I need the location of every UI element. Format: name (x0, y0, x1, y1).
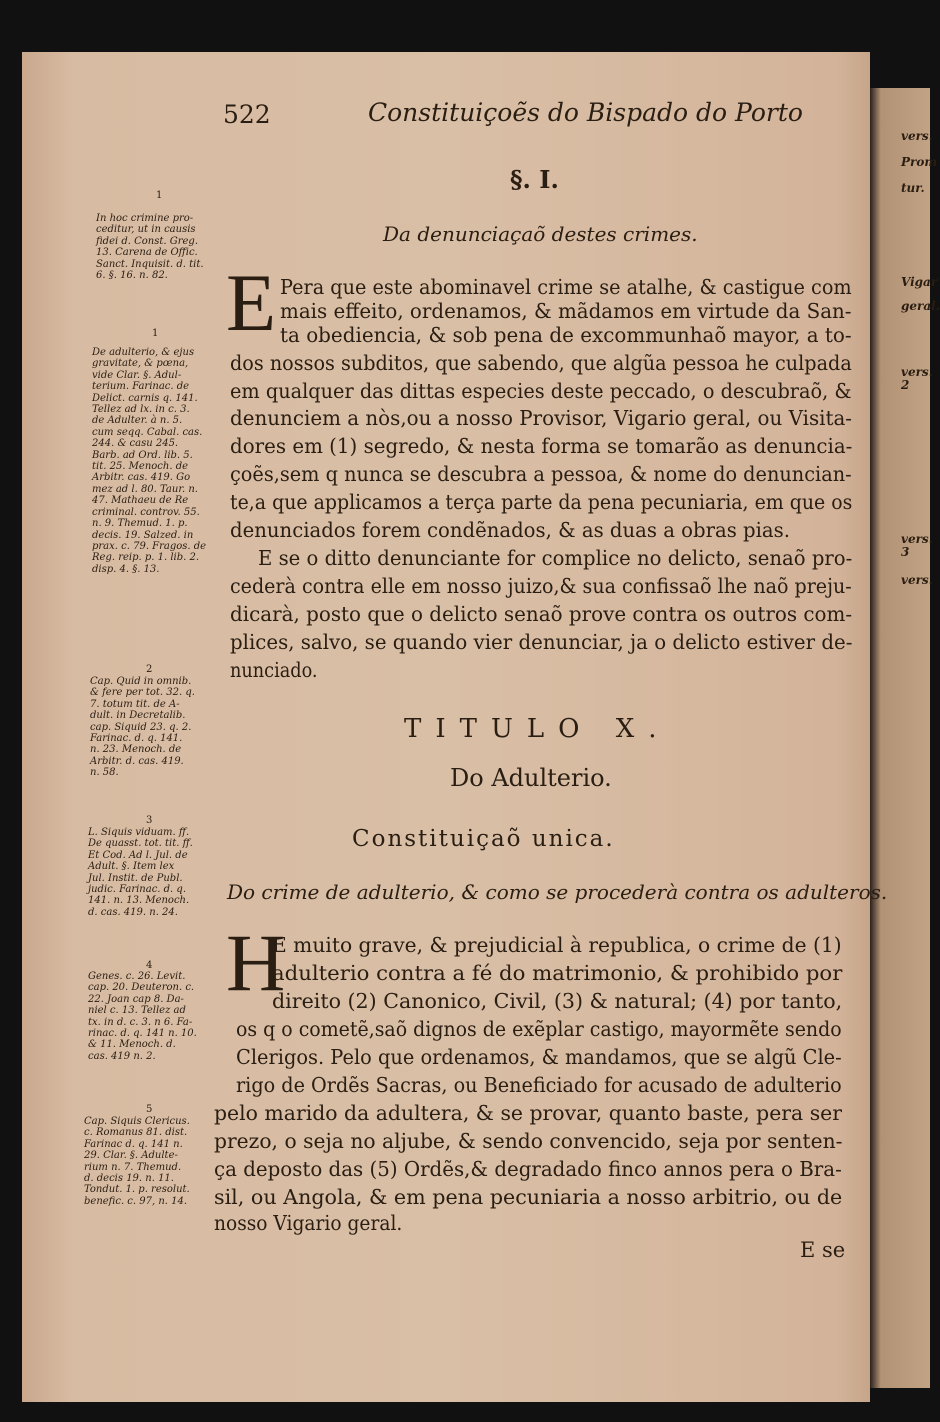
text-line: mais effeito, ordenamos, & mãdamos em virtude da San- (280, 299, 852, 323)
margin-note-number: 5 (146, 1104, 153, 1115)
right-fragment: Vigar (901, 275, 938, 289)
right-fragment: vers. (901, 129, 933, 143)
right-fragment: vers. (901, 573, 933, 587)
margin-note: Genes. c. 26. Levit. cap. 20. Deuteron. c. 22. Joan cap 8. Da- niel c. 13. Tellez ad tx. in d. c. 3. n 6. Fa- rinac. d. q. 141 n. 10. & 11. Menoch. d. cas. 419 n. 2. (88, 971, 197, 1062)
right-fragment: geral. (901, 299, 940, 313)
adjacent-page-edge (870, 88, 940, 1388)
page-number: 522 (223, 100, 271, 129)
margin-note-number: 3 (146, 815, 153, 826)
text-line: ta obediencia, & sob pena de excommunhaõ mayor, a to- (280, 323, 852, 347)
text-line: direito (2) Canonico, Civil, (3) & natural; (4) por tanto, (272, 989, 843, 1013)
text-line: E se o ditto denunciante for complice no delicto, senaõ pro- (258, 546, 853, 570)
text-line: denunciem a nòs,ou a nosso Provisor, Vigario geral, ou Visita- (230, 406, 853, 430)
margin-note: Cap. Quid in omnib. & fere per tot. 32. q. 7. totum tit. de A- dult. in Decretalib. cap. Siquid 23. q. 2. Farinac. d. q. 141. n. 23. Menoch. de Arbitr. d. cas. 419. n. 58. (90, 676, 195, 779)
text-line: rigo de Ordẽs Sacras, ou Beneficiado for acusado de adulterio (236, 1073, 842, 1097)
margin-note: De adulterio, & ejus gravitate, & pœna, vide Clar. §. Adul- terium. Farinac. de Delict. carnis q. 141. Tellez ad lx. in c. 3. de Adulter. à n. 5. cum seqq. Cabal. cas. 244. & casu 245. Barb. ad Ord. lib. 5. tit. 25. Menoch. de Arbitr. cas. 419. Go mez ad l. 80. Taur. n. 47. Mathaeu de Re criminal. controv. 55. n. 9. Themud. 1. p. decis. 19. Salzed. in prax. c. 79. Fragos. de Reg. reip. p. 1. lib. 2. disp. 4. §. 13. (92, 347, 207, 575)
text-line: plices, salvo, se quando vier denunciar, ja o delicto estiver de- (230, 630, 853, 654)
margin-note: In hoc crimine pro- ceditur, ut in causis fidei d. Const. Greg. 13. Carena de Offic. Sanct. Inquisit. d. tit. 6. §. 16. n. 82. (96, 213, 204, 282)
text-line: nunciado. (230, 658, 318, 682)
right-fragment: vers. 3 (901, 532, 933, 559)
catchword: E se (800, 1238, 846, 1262)
text-line: te,a que applicamos a terça parte da pena pecuniaria, em que os (230, 490, 853, 514)
text-line: çoẽs,sem q nunca se descubra a pessoa, & nome do denuncian- (230, 462, 852, 486)
margin-note-number: 2 (146, 664, 153, 675)
text-line: denunciados forem condẽnados, & as duas a obras pias. (230, 518, 790, 542)
text-line: dicarà, posto que o delicto senaõ prove contra os outros com- (230, 602, 853, 626)
margin-note: L. Siquis viduam. ff. De quasst. tot. tit. ff. Et Cod. Ad l. Jul. de Adult. §. Item lex Jul. Instit. de Publ. judic. Farinac. d. q. 141. n. 13. Menoch. d. cas. 419. n. 24. (88, 827, 193, 918)
margin-note-number: 1 (152, 328, 159, 339)
text-line: prezo, o seja no aljube, & sendo convencido, seja por senten- (214, 1129, 843, 1153)
margin-note-number: 4 (146, 960, 153, 971)
text-line: dores em (1) segredo, & nesta forma se tomarão as denuncia- (230, 434, 853, 458)
text-line: os q o cometẽ,saõ dignos de exẽplar castigo, mayormẽte sendo (236, 1017, 842, 1041)
title-subheading: Do Adulterio. (450, 764, 612, 792)
margin-note-number: 1 (156, 190, 163, 201)
section-mark: §. I. (510, 165, 559, 194)
text-line: adulterio contra a fé do matrimonio, & prohibido por (272, 961, 843, 985)
text-line: cederà contra elle em nosso juizo,& sua confissaõ lhe naõ preju- (230, 574, 852, 598)
right-fragment: tur. (901, 181, 925, 195)
text-line: pelo marido da adultera, & se provar, quanto baste, pera ser (214, 1101, 842, 1125)
right-fragment: vers. 2 (901, 365, 933, 392)
title-heading: TITULO X. (404, 714, 671, 744)
text-line: Clerigos. Pelo que ordenamos, & mandamos, que se algũ Cle- (236, 1045, 842, 1069)
right-fragment: Prom (901, 155, 938, 169)
running-title: Constituiçoẽs do Bispado do Porto (368, 98, 803, 127)
constitution-summary: Do crime de adulterio, & como se procederà contra os adulteros. (227, 880, 888, 904)
text-line: ça deposto das (5) Ordẽs,& degradado finco annos pera o Bra- (214, 1157, 842, 1181)
drop-cap: E (226, 257, 277, 348)
text-line: sil, ou Angola, & em pena pecuniaria a nosso arbitrio, ou de (214, 1185, 843, 1209)
section-subheading: Da denunciaçaõ destes crimes. (383, 222, 698, 246)
margin-note: Cap. Siquis Clericus. c. Romanus 81. dist. Farinac d. q. 141 n. 29. Clar. §. Adulte- rium n. 7. Themud. d. decis 19. n. 11. Tondut. 1. p. resolut. benefic. c. 97, n. 14. (84, 1116, 190, 1207)
text-line: Pera que este abominavel crime se atalhe, & castigue com (280, 275, 852, 299)
constitution-heading: Constituiçaõ unica. (352, 826, 615, 852)
text-line: em qualquer das dittas especies deste peccado, o descubraõ, & (230, 379, 852, 403)
drop-cap: H (226, 917, 286, 1008)
text-line: E muito grave, & prejudicial à republica, o crime de (1) (272, 933, 842, 957)
text-line: nosso Vigario geral. (214, 1211, 403, 1235)
text-line: dos nossos subditos, que sabendo, que algũa pessoa he culpada (230, 351, 852, 375)
